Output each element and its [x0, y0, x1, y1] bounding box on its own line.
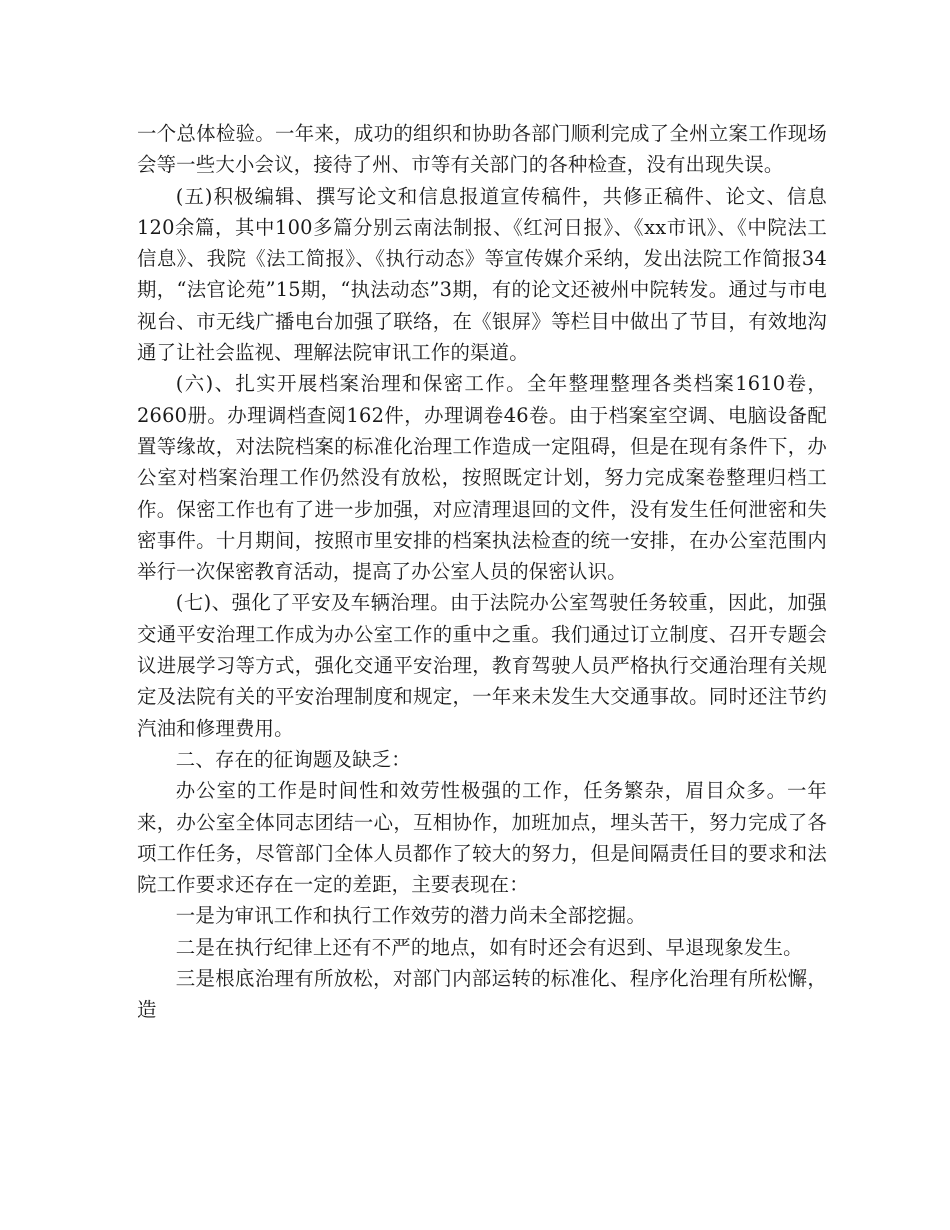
paragraph-problem-2: 二是在执行纪律上还有不严的地点，如有时还会有迟到、早退现象发生。 — [175, 935, 803, 959]
heading-problems: 二、存在的征询题及缺乏： — [175, 747, 411, 771]
document-page — [137, 118, 827, 1026]
paragraph-section-6: (六)、扎实开展档案治理和保密工作。全年整理整理各类档案1610卷，2660册。办理调档查阅162件，办理调卷46卷。由于档案室空调、电脑设备配置等缘故，对法院档案的标准化治理工作造成一定阻碍，但是在现有条件下，办公室对档案治理工作仍然没有放松，按照既定计划，努力完成案卷整理归档工作。保密工作也有了进一步加强，对应清理退回的文件，没有发生任何泄密和失密事件。十月期间，按照市里安排的档案执法检查的统一安排，在办公室范围内举行一次保密教育活动，提高了办公室人员的保密认识。 — [137, 372, 827, 584]
paragraph-section-5: (五)积极编辑、撰写论文和信息报道宣传稿件，共修正稿件、论文、信息120余篇，其中100多篇分别云南法制报、《红河日报》、《xx市讯》、《中院法工信息》、我院《法工简报》、《执行动态》等宣传媒介采纳，发出法院工作简报34期，“法官论苑”15期，“执法动态”3期，有的论文还被州中院转发。通过与市电视台、市无线广播电台加强了联络，在《银屏》等栏目中做出了节目，有效地沟通了让社会监视、理解法院审讯工作的渠道。 — [137, 184, 827, 365]
paragraph-problem-3: 三是根底治理有所放松，对部门内部运转的标准化、程序化治理有所松懈，造 — [137, 967, 827, 1022]
paragraph-continuation: 一个总体检验。一年来，成功的组织和协助各部门顺利完成了全州立案工作现场会等一些大小会议，接待了州、市等有关部门的各种检查，没有出现失误。 — [137, 122, 827, 177]
paragraph-problems-intro: 办公室的工作是时间性和效劳性极强的工作，任务繁杂，眉目众多。一年来，办公室全体同志团结一心，互相协作，加班加点，埋头苦干，努力完成了各项工作任务，尽管部门全体人员都作了较大的努力，但是间隔责任目的要求和法院工作要求还存在一定的差距，主要表现在： — [137, 779, 827, 897]
paragraph-problem-1: 一是为审讯工作和执行工作效劳的潜力尚未全部挖掘。 — [175, 904, 646, 928]
paragraph-section-7: (七)、强化了平安及车辆治理。由于法院办公室驾驶任务较重，因此，加强交通平安治理工作成为办公室工作的重中之重。我们通过订立制度、召开专题会议进展学习等方式，强化交通平安治理，教育驾驶人员严格执行交通治理有关规定及法院有关的平安治理制度和规定，一年来未发生大交通事故。同时还注节约汽油和修理费用。 — [137, 591, 827, 740]
